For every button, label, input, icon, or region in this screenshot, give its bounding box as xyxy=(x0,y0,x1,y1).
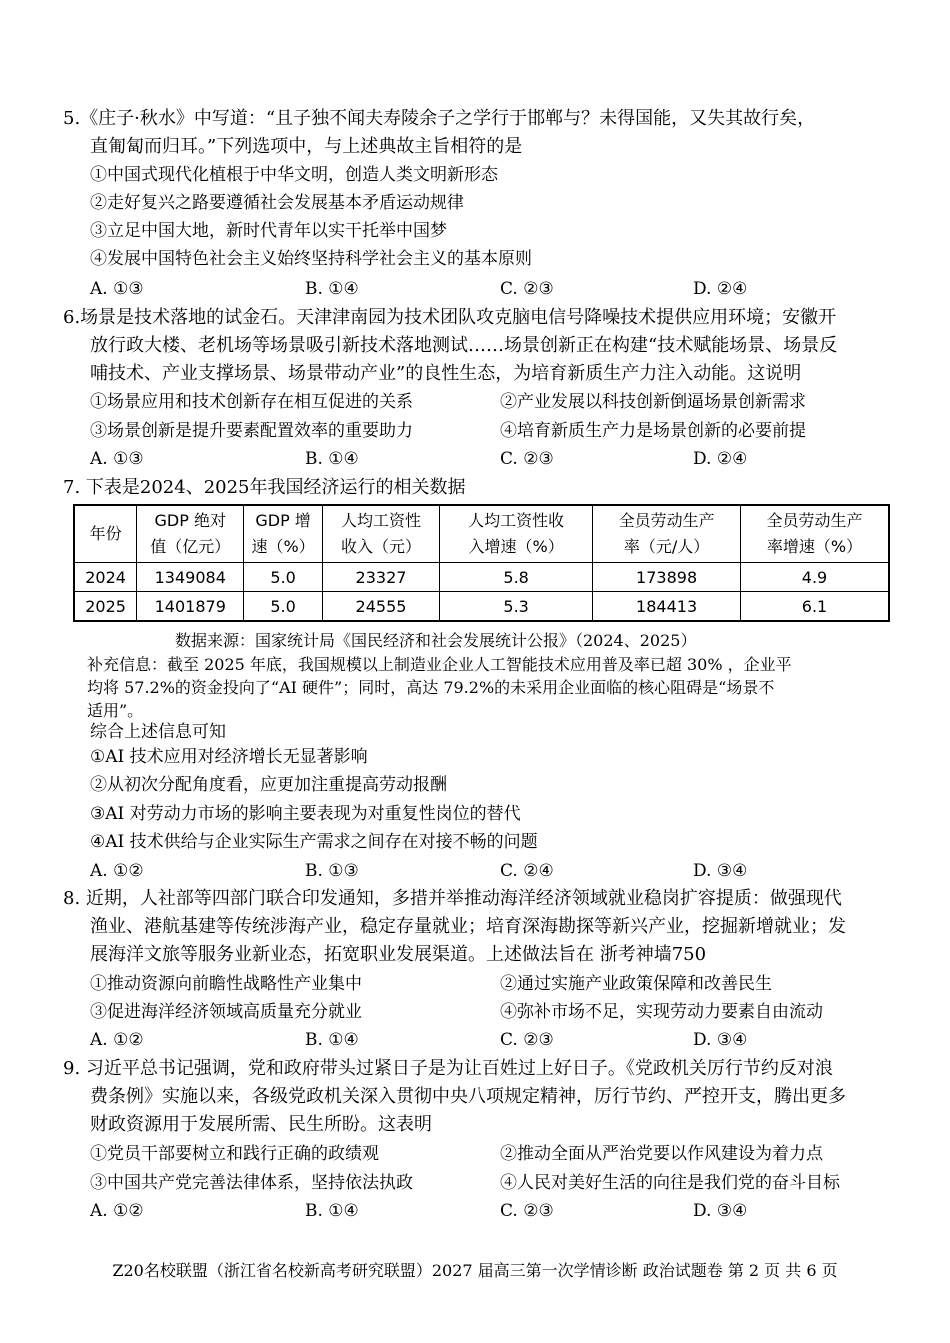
q5-choice-c: C. ②③ xyxy=(500,279,554,299)
table-cell: 24555 xyxy=(322,592,439,622)
q6-stem-line3: 哺技术、产业支撑场景、场景带动产业”的良性生态，为培育新质生产力注入动能。这说明 xyxy=(90,363,802,384)
table-cell: 2024 xyxy=(74,563,137,592)
q8-stem-line2: 渔业、港航基建等传统涉海产业，稳定存量就业；培育深海勘探等新兴产业，挖掘新增就业；发 xyxy=(90,916,846,937)
q8-option-2: ②通过实施产业政策保障和改善民生 xyxy=(500,974,772,994)
q6-option-4: ④培育新质生产力是场景创新的必要前提 xyxy=(500,421,806,441)
q9-choice-d: D. ③④ xyxy=(693,1201,748,1221)
q7-choice-c: C. ②④ xyxy=(500,861,554,881)
q9-choice-c: C. ②③ xyxy=(500,1201,554,1221)
page-footer: Z20名校联盟（浙江省名校新高考研究联盟）2027 届高三第一次学情诊断 政治试题卷 第 2 页 共 6 页 xyxy=(112,1261,838,1280)
q6-option-2: ②产业发展以科技创新倒逼场景创新需求 xyxy=(500,392,806,412)
q9-choice-b: B. ①④ xyxy=(305,1201,359,1221)
q7-supplement-line2: 均将 57.2%的资金投向了“AI 硬件”；同时，高达 79.2%的未采用企业面临的核心阻碍是“场景不 xyxy=(87,678,775,697)
q6-stem-line1: 6.场景是技术落地的试金石。天津津南园为技术团队攻克脑电信号降噪技术提供应用环境；安徽开 xyxy=(63,307,837,328)
q7-choice-a: A. ①② xyxy=(90,861,144,881)
q9-stem-line3: 财政资源用于发展所需、民生所盼。这表明 xyxy=(90,1114,432,1135)
table-row xyxy=(74,592,889,622)
header-productivity: 全员劳动生产 率（元/人） xyxy=(593,505,741,563)
q5-choice-d: D. ②④ xyxy=(693,279,748,299)
q8-stem-line1: 8. 近期，人社部等四部门联合印发通知，多措并举推动海洋经济领域就业稳岗扩容提质：做强现代 xyxy=(63,888,842,909)
q7-option-3: ③AI 对劳动力市场的影响主要表现为对重复性岗位的替代 xyxy=(90,804,521,824)
table-cell: 6.1 xyxy=(741,592,889,622)
table-cell: 5.3 xyxy=(440,592,593,622)
q7-choice-b: B. ①③ xyxy=(305,861,359,881)
table-cell: 5.0 xyxy=(244,563,323,592)
table-cell: 173898 xyxy=(593,563,741,592)
q8-choice-a: A. ①② xyxy=(90,1030,144,1050)
header-wage-income: 人均工资性 收入（元） xyxy=(322,505,439,563)
table-row xyxy=(74,563,889,592)
q9-stem-line1: 9. 习近平总书记强调，党和政府带头过紧日子是为让百姓过上好日子。《党政机关厉行节约反对浪 xyxy=(63,1058,833,1079)
q5-choice-a: A. ①③ xyxy=(90,279,144,299)
q5-stem-line2: 直匍匐而归耳。”下列选项中，与上述典故主旨相符的是 xyxy=(90,136,523,157)
q5-choice-b: B. ①④ xyxy=(305,279,359,299)
table-cell: 2025 xyxy=(74,592,137,622)
q6-stem-line2: 放行政大楼、老机场等场景吸引新技术落地测试……场景创新正在构建“技术赋能场景、场景反 xyxy=(90,335,838,356)
header-gdp: GDP 绝对 值（亿元） xyxy=(137,505,244,563)
q9-option-1: ①党员干部要树立和践行正确的政绩观 xyxy=(90,1144,379,1164)
q6-choice-d: D. ②④ xyxy=(693,449,748,469)
q7-lead: 综合上述信息可知 xyxy=(90,722,226,742)
q7-option-4: ④AI 技术供给与企业实际生产需求之间存在对接不畅的问题 xyxy=(90,832,538,852)
header-wage-growth: 人均工资性收 入增速（%） xyxy=(440,505,593,563)
q9-option-3: ③中国共产党完善法律体系，坚持依法执政 xyxy=(90,1173,413,1193)
table-cell: 5.0 xyxy=(244,592,323,622)
q9-option-4: ④人民对美好生活的向往是我们党的奋斗目标 xyxy=(500,1173,840,1193)
q8-option-3: ③促进海洋经济领域高质量充分就业 xyxy=(90,1002,362,1022)
q8-option-4: ④弥补市场不足，实现劳动力要素自由流动 xyxy=(500,1002,823,1022)
q7-supplement-line3: 适用”。 xyxy=(87,701,144,720)
table-cell: 4.9 xyxy=(741,563,889,592)
q6-option-1: ①场景应用和技术创新存在相互促进的关系 xyxy=(90,392,413,412)
table-cell: 1401879 xyxy=(137,592,244,622)
q8-choice-d: D. ③④ xyxy=(693,1030,748,1050)
table-cell: 5.8 xyxy=(440,563,593,592)
q8-choice-b: B. ①④ xyxy=(305,1030,359,1050)
q8-stem-line3: 展海洋文旅等服务业新业态，拓宽职业发展渠道。上述做法旨在 浙考神墙750 xyxy=(90,944,707,965)
table-cell: 23327 xyxy=(322,563,439,592)
q7-option-1: ①AI 技术应用对经济增长无显著影响 xyxy=(90,747,368,767)
header-productivity-growth: 全员劳动生产 率增速（%） xyxy=(741,505,889,563)
header-gdp-growth: GDP 增 速（%） xyxy=(244,505,323,563)
q7-data-source: 数据来源：国家统计局《国民经济和社会发展统计公报》（2024、2025） xyxy=(175,631,697,650)
q6-option-3: ③场景创新是提升要素配置效率的重要助力 xyxy=(90,421,413,441)
q8-choice-c: C. ②③ xyxy=(500,1030,554,1050)
q6-choice-a: A. ①③ xyxy=(90,449,144,469)
q7-supplement-line1: 补充信息：截至 2025 年底，我国规模以上制造业企业人工智能技术应用普及率已超 30% ，企业平 xyxy=(87,655,792,674)
q7-choice-d: D. ③④ xyxy=(693,861,748,881)
q5-option-4: ④发展中国特色社会主义始终坚持科学社会主义的基本原则 xyxy=(90,249,532,269)
q7-stem: 7. 下表是2024、2025年我国经济运行的相关数据 xyxy=(63,477,466,498)
q5-option-1: ①中国式现代化植根于中华文明，创造人类文明新形态 xyxy=(90,165,498,185)
q5-option-2: ②走好复兴之路要遵循社会发展基本矛盾运动规律 xyxy=(90,193,464,213)
q6-choice-c: C. ②③ xyxy=(500,449,554,469)
table-header-row xyxy=(74,505,889,563)
q9-stem-line2: 费条例》实施以来，各级党政机关深入贯彻中央八项规定精神，厉行节约、严控开支，腾出更多 xyxy=(90,1086,846,1107)
q8-option-1: ①推动资源向前瞻性战略性产业集中 xyxy=(90,974,362,994)
q7-option-2: ②从初次分配角度看，应更加注重提高劳动报酬 xyxy=(90,775,447,795)
q5-stem-line1: 5.《庄子·秋水》中写道：“且子独不闻夫寿陵余子之学行于邯郸与？未得国能，又失其故行矣， xyxy=(63,108,816,129)
table-cell: 184413 xyxy=(593,592,741,622)
economic-data-table xyxy=(73,504,890,622)
table-cell: 1349084 xyxy=(137,563,244,592)
q6-choice-b: B. ①④ xyxy=(305,449,359,469)
q5-option-3: ③立足中国大地，新时代青年以实干托举中国梦 xyxy=(90,221,447,241)
header-year: 年份 xyxy=(74,505,137,563)
q9-option-2: ②推动全面从严治党要以作风建设为着力点 xyxy=(500,1144,823,1164)
q9-choice-a: A. ①② xyxy=(90,1201,144,1221)
